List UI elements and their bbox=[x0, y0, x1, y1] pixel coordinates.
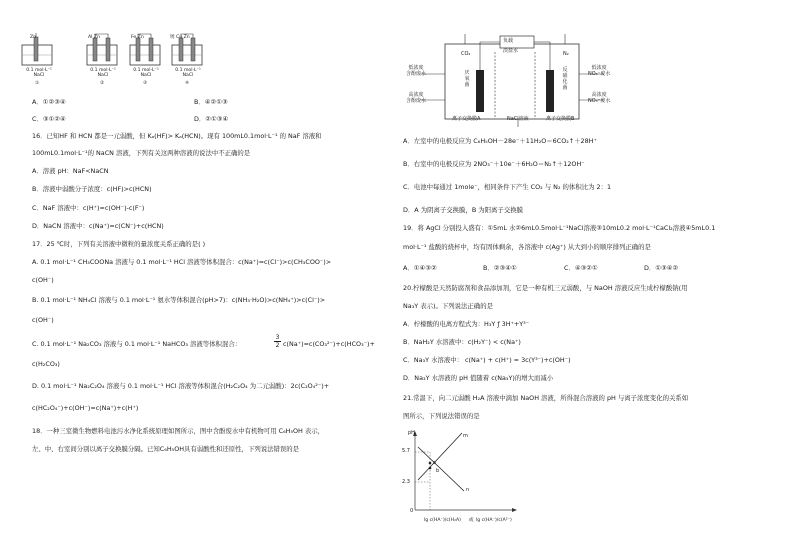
beaker-1-solution: 0.1 mol·L⁻¹ NaCl bbox=[26, 68, 52, 78]
q20-option-d: D．Na₃Y 水溶液的 pH 值随着 c(Na₃Y)的增大而减小 bbox=[403, 374, 554, 382]
q17-option-b-line-1: B. 0.1 mol·L⁻¹ NH₄Cl 溶液与 0.1 mol·L⁻¹ 氨水等体积混合(pH>7)：c(NH₃·H₂O)>c(NH₄⁺)>c(Cl⁻)> bbox=[32, 296, 326, 304]
point-a-label: a bbox=[433, 460, 437, 466]
q18-stem-line-1: 18．一种三室微生物燃料电池污水净化系统原理如图所示，图中含酚废水中有机物可用 C₆H₅OH 表示， bbox=[32, 427, 325, 435]
line-m bbox=[418, 433, 462, 480]
q19-option-a: A．①④③② bbox=[403, 264, 437, 272]
q17-option-d-line-1: D. 0.1 mol·L⁻¹ Na₂C₂O₄ 溶液与 0.1 mol·L⁻¹ HCl 溶液等体积混合(H₂C₂O₄ 为二元弱酸)：2c(C₂O₄²⁻)+ bbox=[32, 382, 330, 390]
q17-option-c-line-2: c(H₂CO₃) bbox=[32, 360, 60, 368]
fraction-numerator: 3 bbox=[275, 334, 280, 341]
right-electrode bbox=[546, 70, 554, 112]
q18-option-c: C．电池中每通过 1mole⁻，相同条件下产生 CO₂ 与 N₂ 的体积比为 2：1 bbox=[403, 183, 612, 191]
ph-tick-5-7: 5.7 bbox=[402, 448, 410, 454]
q18-option-a: A．左室中的电极反应为 C₆H₅OH－28e⁻＋11H₂O＝6CO₂↑＋28H⁺ bbox=[403, 137, 597, 145]
right-high-conc-label: 高浓度 NO₃⁻废水 bbox=[588, 92, 611, 104]
q16-stem-line-2: 100mL0.1mol·L⁻¹的 NaCN 溶液，下列有关这两种溶液的说法中不正确的是 bbox=[32, 149, 251, 157]
x-formula-1: lg c(HA⁻)/c(H₂A) bbox=[424, 518, 461, 523]
beaker-4-electrodes: 锈 Cu Zn bbox=[170, 35, 190, 40]
q18-option-d: D．A 为阴离子交换膜，B 为阳离子交换膜 bbox=[403, 206, 523, 214]
co2-label: CO₂ bbox=[461, 51, 471, 57]
beaker-1 bbox=[22, 33, 52, 65]
beaker-1-electrodes: Zn bbox=[30, 35, 37, 40]
q17-option-b-line-2: c(OH⁻) bbox=[32, 316, 54, 324]
q15-option-c: C．③①②④ bbox=[32, 115, 66, 123]
q17-option-a-line-1: A. 0.1 mol·L⁻¹ CH₃COONa 溶液与 0.1 mol·L⁻¹ HCl 溶液等体积混合：c(Na⁺)=c(Cl⁻)>c(CH₃COO⁻)> bbox=[32, 258, 332, 266]
left-high-conc-label: 高浓度 含酚废水 bbox=[406, 92, 427, 104]
q18-option-b: B．右室中的电极反应为 2NO₃⁻＋10e⁻＋6H₂O＝N₂↑＋12OH⁻ bbox=[403, 160, 585, 168]
line-m-label: m bbox=[463, 433, 468, 439]
q17-option-c-line-1a: C. 0.1 mol·L⁻¹ Na₂CO₃ 溶液与 0.1 mol·L⁻¹ NaHCO₃ 溶液等体积混合： bbox=[32, 340, 242, 348]
q17-option-d-line-2: c(HC₂O₄⁻)+c(OH⁻)=c(Na⁺)+c(H⁺) bbox=[32, 404, 139, 412]
point-b-label: b bbox=[436, 468, 440, 474]
q16-option-c: C．NaF 溶液中：c(H⁺)=c(OH⁻)-c(F⁻) bbox=[32, 204, 145, 212]
q18-stem-line-2: 左、中、右室间分别以离子交换膜分隔。已知C₆H₅OH具有弱酸性和还原性，下列说法错误的是 bbox=[32, 445, 300, 453]
q16-option-a: A．溶液 pH：NaF<NaCN bbox=[32, 167, 109, 175]
x-formula-2: lg c(HA⁻)/c(A²⁻) bbox=[476, 518, 512, 523]
q19-option-b: B．②③④① bbox=[483, 264, 517, 272]
point-b bbox=[429, 467, 432, 470]
n2-label: N₂ bbox=[563, 51, 569, 57]
membrane-b-label: 离子交换膜B bbox=[546, 116, 575, 122]
beaker-4-solution: 0.1 mol·L⁻¹ NaCl bbox=[175, 68, 201, 78]
right-bacteria-label: 反 硝 化 菌 bbox=[562, 67, 568, 91]
q21-stem-line-1: 21.常温下，向二元弱酸 H₂A 溶液中滴加 NaOH 溶液，所得混合溶液的 pH 与离子浓度变化的关系如 bbox=[403, 394, 689, 402]
load-label: 负载 bbox=[503, 38, 514, 44]
point-a bbox=[429, 462, 432, 465]
beaker-3-solution: 0.1 mol·L⁻¹ NaCl bbox=[133, 68, 159, 78]
left-bacteria-label: 厌 氧 菌 bbox=[464, 70, 470, 88]
q20-stem-line-1: 20.柠檬酸是天然防腐剂和食品添加剂，它是一种有机三元弱酸，与 NaOH 溶液反应生成柠檬酸钠(用 bbox=[403, 284, 688, 292]
beaker-2-electrodes: Al Zn bbox=[88, 35, 100, 40]
ph-graph bbox=[400, 425, 540, 560]
beaker-4-index: ④ bbox=[185, 81, 190, 86]
beaker-3-index: ③ bbox=[143, 81, 148, 86]
membrane-a-label: 离子交换膜A bbox=[452, 116, 481, 122]
nacl-label: NaCl溶液 bbox=[507, 116, 529, 122]
q17-option-c-line-1b: c(Na⁺)=c(CO₃²⁻)+c(HCO₃⁻)+ bbox=[283, 340, 375, 348]
x-axis-arrow bbox=[512, 508, 517, 512]
ph-origin: 0 bbox=[410, 508, 414, 514]
beaker-1-index: ① bbox=[35, 81, 40, 86]
left-electrode bbox=[476, 70, 484, 112]
x-formula-or: 或 bbox=[469, 518, 474, 523]
q17-option-a-line-2: c(OH⁻) bbox=[32, 276, 54, 284]
line-n bbox=[418, 447, 464, 491]
fuel-cell-diagram bbox=[400, 30, 640, 130]
q20-stem-line-2: Na₃Y 表示)。下列说法正确的是 bbox=[403, 302, 493, 310]
q19-option-d: D．①③④② bbox=[644, 264, 679, 272]
beaker-2-index: ② bbox=[100, 81, 105, 86]
q16-option-b: B．溶液中弱酸分子浓度：c(HF)>c(HCN) bbox=[32, 185, 152, 193]
q19-stem-line-2: mol·L⁻¹ 盐酸的烧杯中，均有固体剩余，各溶液中 c(Ag⁺) 从大到小的顺序排列正确的是 bbox=[403, 243, 651, 251]
q17-option-c-fraction bbox=[274, 334, 281, 349]
q15-option-d: D．②①③④ bbox=[194, 115, 229, 123]
fraction-denominator: 2 bbox=[275, 342, 280, 349]
q15-option-a: A．①②③④ bbox=[32, 98, 66, 106]
q17-stem: 17．25 ℃时，下列有关溶液中微粒的量浓度关系正确的是( ) bbox=[32, 240, 206, 248]
q20-option-c: C．Na₃Y 水溶液中： c(Na⁺) + c(H⁺) = 3c(Y³⁻)+c(OH⁻) bbox=[403, 356, 571, 364]
right-low-conc-label: 低浓度 NO₃⁻废水 bbox=[588, 65, 611, 77]
ph-tick-2-3: 2.3 bbox=[402, 479, 410, 485]
q19-option-c: C．④③②① bbox=[564, 264, 598, 272]
beaker-3-electrodes: Fe Zn bbox=[131, 35, 144, 40]
q16-option-d: D．NaCN 溶液中：c(Na⁺)=c(CN⁻)+c(HCN) bbox=[32, 222, 164, 230]
q16-stem-line-1: 16．已知HF 和 HCN 都是一元弱酸，但 Kₐ(HF)> Kₐ(HCN)。现有 100mL0.1mol·L⁻¹ 的 NaF 溶液和 bbox=[32, 132, 322, 140]
left-low-conc-label: 低浓度 含酚废水 bbox=[406, 65, 427, 77]
q21-stem-line-2: 图所示，下列说法错误的是 bbox=[403, 412, 480, 420]
q15-option-b: B．④②①③ bbox=[194, 98, 228, 106]
q19-stem-line-1: 19．将 AgCl 分别投入盛有：①5mL 水②6mL0.5mol·L⁻¹NaCl溶液③10mL0.2 mol·L⁻¹CaCl₂溶液④5mL0.1 bbox=[403, 224, 716, 232]
middle-top-label: 淡盐水 bbox=[503, 48, 519, 54]
beaker-2-solution: 0.1 mol·L⁻¹ NaCl bbox=[90, 68, 116, 78]
ph-graph-ylabel: pH bbox=[408, 430, 415, 436]
q20-option-b: B．NaH₂Y 水溶液中：c(H₂Y⁻) < c(Na⁺) bbox=[403, 338, 521, 346]
line-n-label: n bbox=[466, 487, 470, 493]
q20-option-a: A．柠檬酸的电离方程式为：H₃Y ƒ 3H⁺+Y³⁻ bbox=[403, 320, 530, 328]
